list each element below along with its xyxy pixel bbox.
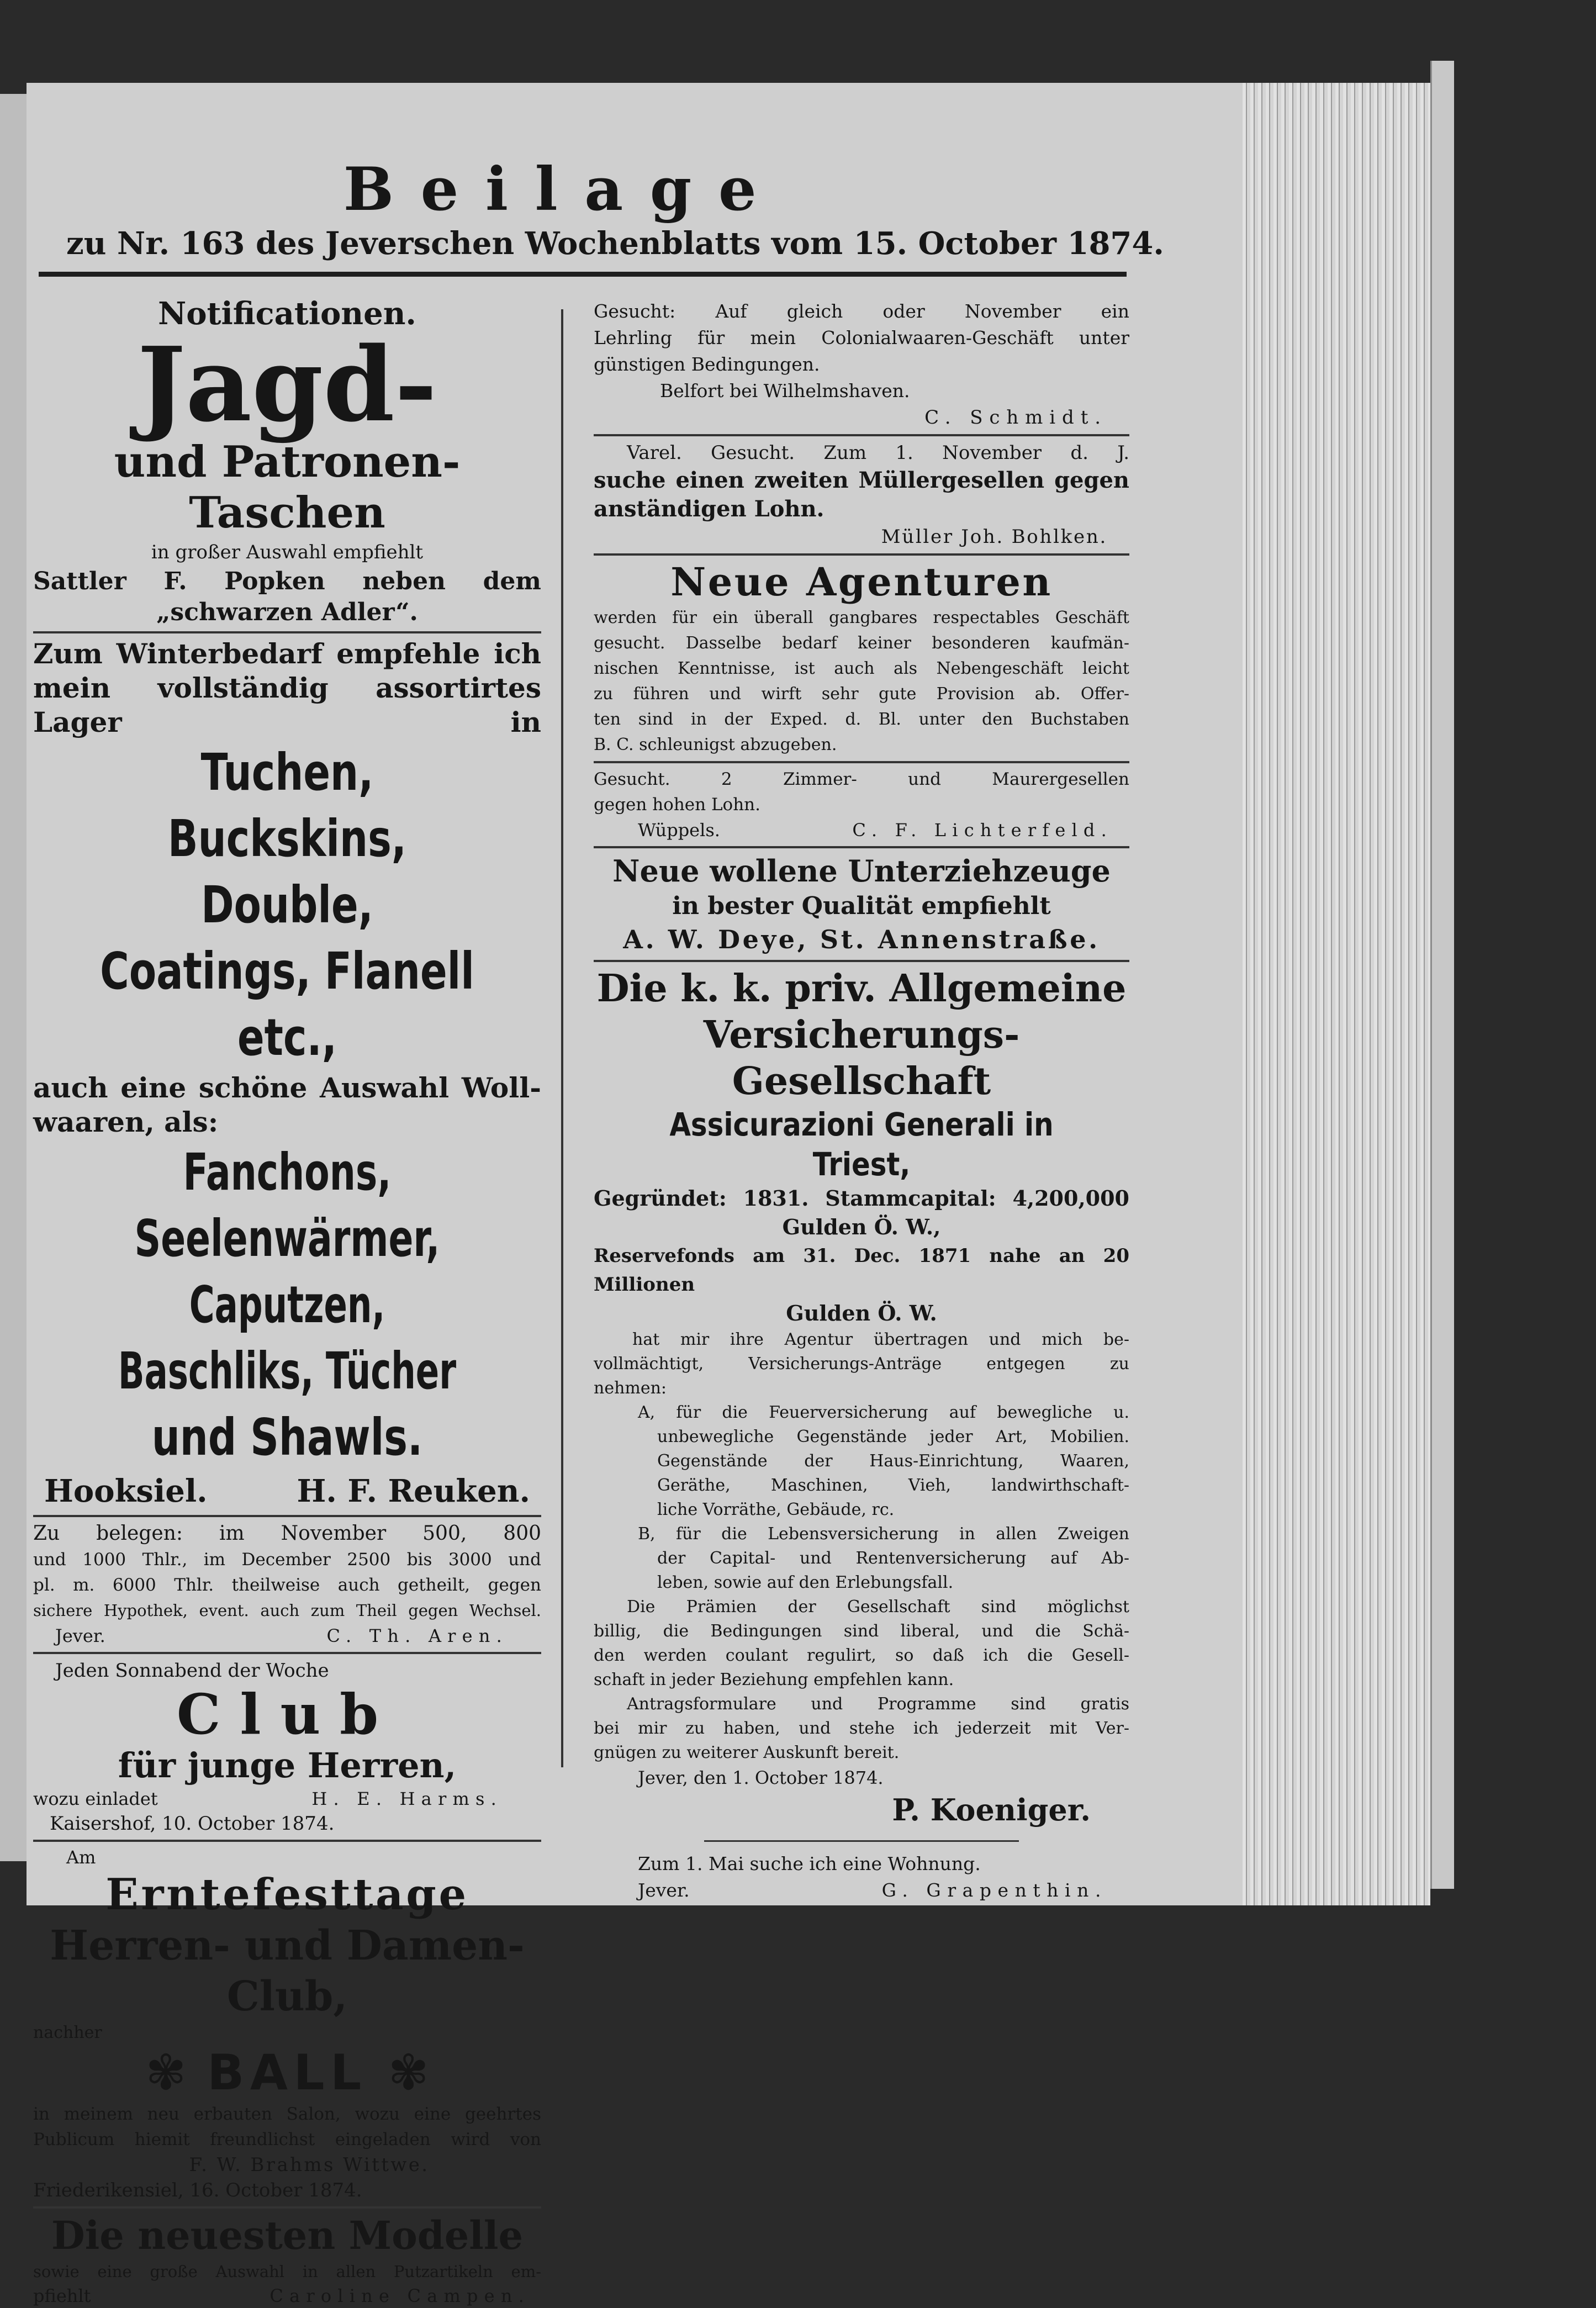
club-sign: H. E. Harms.	[311, 1788, 503, 1809]
agenturen-big-title: Neue Agenturen	[670, 559, 1053, 605]
winter-sign-row	[33, 1471, 541, 1512]
versich-title1: Die k. k. priv. Allgemeine	[596, 966, 1127, 1011]
ernte-am: Am	[66, 1847, 96, 1868]
ernte-big-title: Erntefesttage	[105, 1869, 469, 1920]
versich-r3: gnügen zu weiterer Auskunft bereit.	[594, 1743, 900, 1762]
gesucht1-line2: Lehrling für mein Colonialwaaren-Geschäft unter	[594, 327, 1129, 348]
modelle-big-title: Die neuesten Modelle	[51, 2212, 523, 2258]
header-rule	[39, 272, 1127, 277]
winter-goods3: und Shawls.	[151, 1408, 423, 1467]
versich-p1: hat mir ihre Agentur übertragen und mich be-	[632, 1330, 1129, 1349]
versich-sign: P. Koeniger.	[892, 1792, 1091, 1828]
ernte-line4: Publicum hiemit freundlichst eingeladen wird von	[33, 2130, 541, 2149]
winter-fabrics1: Tuchen, Buckskins, Double,	[167, 743, 407, 934]
versich-line3: Reservefonds am 31. Dec. 1871 nahe an 20 Millionen	[594, 1245, 1129, 1296]
divider	[594, 846, 1129, 848]
versich-line1: Gegründet: 1831. Stammcapital: 4,200,000	[594, 1186, 1129, 1211]
notif-line1: in großer Auswahl empfiehlt	[151, 541, 424, 563]
notif-heading: Notificationen.	[158, 295, 416, 332]
agenturen-line3: nischen Kenntnisse, ist auch als Nebengeschäft leicht	[594, 659, 1129, 678]
versich-q3: den werden coulant regulirt, so daß ich die Gesell-	[594, 1646, 1129, 1665]
versich-line2: Gulden Ö. W.,	[782, 1214, 941, 1239]
ernte-ball: BALL	[207, 2044, 367, 2101]
column-divider	[561, 309, 563, 1767]
ernte-date: Friederikensiel, 16. October 1874.	[33, 2179, 362, 2201]
versich-a5: liche Vorräthe, Gebäude, rc.	[657, 1500, 895, 1519]
versich-line4: Gulden Ö. W.	[786, 1301, 937, 1325]
winter-goods1: Fanchons, Seelenwärmer,	[134, 1143, 440, 1268]
left-page-gutter	[0, 94, 27, 1861]
agenturen-line2: gesucht. Dasselbe bedarf keiner besonderen kaufmän-	[594, 633, 1129, 653]
club-invite: wozu einladet	[33, 1788, 158, 1809]
versich-a1: A, für die Feuerversicherung auf bewegliche u.	[638, 1403, 1129, 1422]
club-sign-row	[33, 1787, 541, 1811]
varel-sign: Müller Joh. Bohlken.	[881, 526, 1107, 548]
ernte-nachher: nachher	[33, 2023, 102, 2042]
wollene-big-title: Neue wollene Unterziehzeuge	[612, 853, 1111, 889]
versich-r1: Antragsformulare und Programme sind gratis	[627, 1694, 1129, 1714]
versich-a3: Gegenstände der Haus-Einrichtung, Waaren,	[657, 1451, 1129, 1471]
wohnung-place: Jever.	[638, 1879, 690, 1901]
divider	[33, 2206, 541, 2209]
header-title: Beilage	[343, 155, 784, 224]
notif-big-title: Jagd-	[137, 324, 437, 445]
zubelegen-line3: pl. m. 6000 Thlr. theilweise auch getheilt, gegen	[33, 1575, 541, 1595]
versich-q1: Die Prämien der Gesellschaft sind möglichst	[627, 1597, 1129, 1617]
divider	[33, 1840, 541, 1842]
winter-line1: Zum Winterbedarf empfehle ich	[33, 637, 541, 670]
wollene-line1: in bester Qualität empfiehlt	[672, 892, 1051, 920]
ernte-line3: in meinem neu erbauten Salon, wozu eine geehrtes	[33, 2104, 541, 2124]
club-line1: Jeden Sonnabend der Woche	[55, 1660, 329, 1682]
wollene-sign: A. W. Deye, St. Annenstraße.	[623, 925, 1100, 954]
zubelegen-line1: Zu belegen: im November 500, 800	[33, 1522, 541, 1545]
versich-p3: nehmen:	[594, 1379, 667, 1398]
modelle-line2: pfiehlt	[33, 2285, 91, 2306]
winter-fabrics2: Coatings, Flanell etc.,	[100, 942, 474, 1067]
modelle-sign: Caroline Campen.	[269, 2285, 530, 2306]
varel-line3: anständigen Lohn.	[594, 496, 825, 522]
divider	[594, 553, 1129, 556]
wohnung-sign: G. Grapenthin.	[881, 1879, 1107, 1901]
modelle-sign-row	[33, 2284, 541, 2308]
ornament-icon: ✾	[388, 2044, 429, 2101]
divider	[704, 1840, 1019, 1842]
club-big-title: Club	[176, 1682, 398, 1747]
zubelegen-sign-row	[33, 1623, 541, 1649]
winter-line6: waaren, als:	[33, 1106, 219, 1138]
modelle-line1: sowie eine große Auswahl in allen Putzartikeln em-	[33, 2262, 541, 2281]
notif-subtitle: und Patronen-Taschen	[114, 437, 461, 538]
versich-r2: bei mir zu haben, und stehe ich jederzeit mit Ver-	[594, 1719, 1129, 1738]
wohnung-line1: Zum 1. Mai suche ich eine Wohnung.	[638, 1853, 981, 1874]
versich-q4: schaft in jeder Beziehung empfehlen kann.	[594, 1670, 954, 1689]
versich-p2: vollmächtigt, Versicherungs-Anträge entgegen zu	[594, 1354, 1129, 1374]
notif-line3: „schwarzen Adler“.	[156, 598, 418, 626]
gesucht1-line4: Belfort bei Wilhelmshaven.	[660, 380, 910, 402]
divider	[33, 1515, 541, 1517]
divider	[594, 960, 1129, 962]
gesucht2-sign-row	[594, 817, 1129, 843]
winter-goods2: Caputzen, Baschliks, Tücher	[118, 1275, 457, 1401]
versich-q2: billig, die Bedingungen sind liberal, und die Schä-	[594, 1622, 1129, 1641]
winter-place: Hooksiel.	[44, 1473, 208, 1509]
book-cover-edge	[1430, 61, 1454, 1889]
club-line2: für junge Herren,	[118, 1745, 457, 1786]
versich-title2: Versicherungs-Gesellschaft	[703, 1013, 1020, 1103]
versich-b1: B, für die Lebensversicherung in allen Zweigen	[638, 1524, 1129, 1544]
club-date: Kaisershof, 10. October 1874.	[50, 1813, 335, 1835]
divider	[33, 1652, 541, 1654]
notif-line2: Sattler F. Popken neben dem	[33, 567, 541, 595]
zubelegen-sign: C. Th. Aren.	[326, 1625, 508, 1646]
ernte-line2: Herren- und Damen-Club,	[50, 1922, 525, 2020]
wohnung-sign-row	[594, 1877, 1129, 1904]
versich-b2: der Capital- und Rentenversicherung auf Ab-	[657, 1549, 1129, 1568]
zubelegen-place: Jever.	[55, 1625, 105, 1646]
zubelegen-line2: und 1000 Thlr., im December 2500 bis 3000 und	[33, 1550, 541, 1570]
divider	[594, 761, 1129, 763]
left-column	[33, 287, 541, 2308]
gesucht2-place: Wüppels.	[638, 820, 720, 841]
versich-title3: Assicurazioni Generali in Triest,	[669, 1106, 1054, 1183]
divider	[594, 434, 1129, 436]
agenturen-line5: ten sind in der Exped. d. Bl. unter den Buchstaben	[594, 710, 1129, 729]
versich-a2: unbewegliche Gegenstände jeder Art, Mobilien.	[657, 1427, 1129, 1446]
versich-b3: leben, sowie auf den Erlebungsfall.	[657, 1573, 954, 1592]
winter-line5: auch eine schöne Auswahl Woll-	[33, 1071, 541, 1104]
gesucht2-line2: gegen hohen Lohn.	[594, 795, 760, 815]
right-column	[594, 298, 1129, 1904]
divider	[33, 631, 541, 633]
agenturen-line1: werden für ein überall gangbares respectables Geschäft	[594, 608, 1129, 627]
ernte-ball-row	[33, 2044, 541, 2101]
gesucht2-sign: C. F. Lichterfeld.	[852, 820, 1113, 841]
versich-a4: Geräthe, Maschinen, Vieh, landwirthschaft-	[657, 1476, 1129, 1495]
book-page-edges	[1243, 83, 1430, 1905]
agenturen-line6: B. C. schleunigst abzugeben.	[594, 735, 837, 754]
winter-line2: mein vollständig assortirtes Lager in	[33, 672, 541, 738]
gesucht1-sign: C. Schmidt.	[924, 406, 1107, 429]
winter-sign: H. F. Reuken.	[297, 1473, 530, 1509]
gesucht1-line3: günstigen Bedingungen.	[594, 353, 820, 375]
agenturen-line4: zu führen und wirft sehr gute Provision ab. Offer-	[594, 684, 1129, 704]
zubelegen-line4: sichere Hypothek, event. auch zum Theil gegen Wechsel.	[33, 1601, 541, 1620]
header-subtitle: zu Nr. 163 des Jeverschen Wochenblatts vom 15. October 1874.	[66, 225, 1164, 262]
gesucht2-line1: Gesucht. 2 Zimmer- und Maurergesellen	[594, 769, 1129, 789]
versich-date: Jever, den 1. October 1874.	[638, 1767, 884, 1788]
ernte-sign: F. W. Brahms Wittwe.	[189, 2154, 430, 2176]
varel-line1: Varel. Gesucht. Zum 1. November d. J.	[627, 442, 1129, 464]
gesucht1-line1: Gesucht: Auf gleich oder November ein	[594, 300, 1129, 322]
ornament-icon: ✾	[145, 2044, 187, 2101]
varel-line2: suche einen zweiten Müllergesellen gegen	[594, 467, 1129, 493]
